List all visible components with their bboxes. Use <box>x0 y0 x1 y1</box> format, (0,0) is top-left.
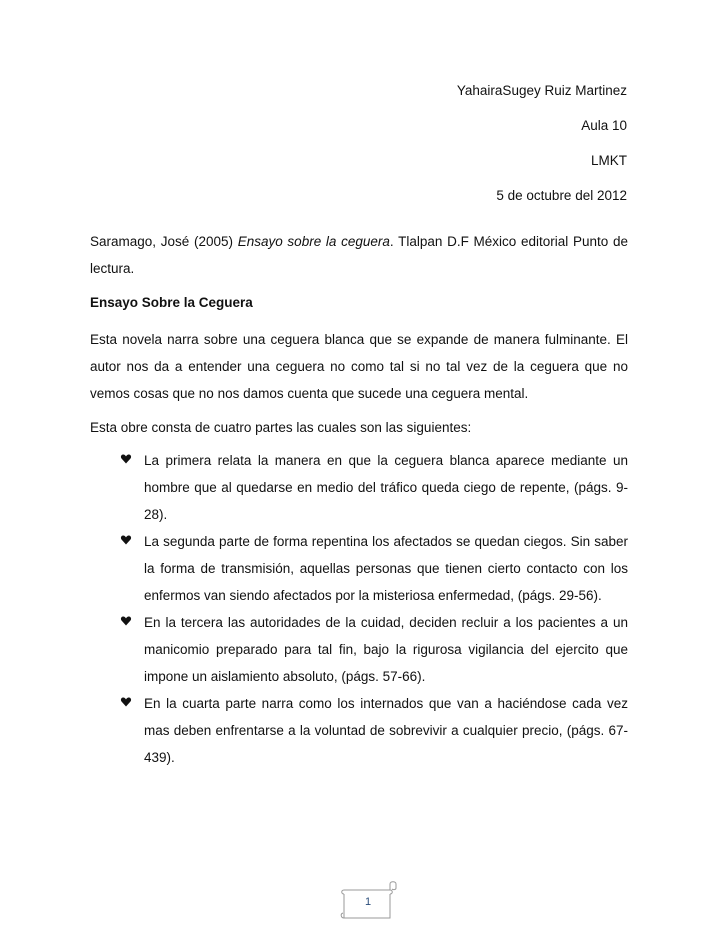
course: LMKT <box>590 153 627 168</box>
list-item-text: La segunda parte de forma repentina los afectados se quedan ciegos. Sin saber la forma de transmisión, aquellas personas que tienen cierto contacto con los enfermos van siendo afectados por la misteriosa enfermedad, (págs. 29-56). <box>144 534 628 603</box>
list-item <box>90 528 628 609</box>
author-name: YahairaSugey Ruiz Martinez <box>456 83 627 98</box>
date: 5 de octubre del 2012 <box>496 188 627 203</box>
parts-list <box>90 447 628 771</box>
heart-bullet-icon <box>120 453 132 465</box>
heart-bullet-icon <box>120 615 132 627</box>
list-item <box>90 690 628 771</box>
list-item <box>90 447 628 528</box>
header-block <box>457 82 627 222</box>
heart-bullet-icon <box>120 534 132 546</box>
page-number-badge <box>340 880 400 920</box>
citation <box>90 228 628 282</box>
parts-intro: Esta obre consta de cuatro partes las cuales son las siguientes: <box>90 420 472 435</box>
paragraph-summary: Esta novela narra sobre una ceguera blanca que se expande de manera fulminante. El autor nos da a entender una ceguera no como tal si no tal vez de la ceguera que no vemos cosas que no nos damos cuenta que sucede una ceguera mental. <box>90 332 628 401</box>
classroom: Aula 10 <box>581 118 627 133</box>
list-item-text: En la cuarta parte narra como los internados que van a haciéndose cada vez mas deben enfrentarse a la voluntad de sobrevivir a cualquier precio, (págs. 67-439). <box>144 696 628 765</box>
list-item-text: En la tercera las autoridades de la cuidad, deciden recluir a los pacientes a un manicomio preparado para tal fin, bajo la rigurosa vigilancia del ejercito que impone un aislamiento absoluto, (págs. 57-66). <box>144 615 628 684</box>
heart-bullet-icon <box>120 696 132 708</box>
list-item <box>90 609 628 690</box>
essay-title: Ensayo Sobre la Ceguera <box>90 295 253 310</box>
page-number: 1 <box>364 896 372 908</box>
document-body <box>90 228 628 771</box>
citation-book-title: Ensayo sobre la ceguera <box>237 234 390 249</box>
list-item-text: La primera relata la manera en que la ceguera blanca aparece mediante un hombre que al quedarse en medio del tráfico queda ciego de repente, (págs. 9-28). <box>144 453 628 522</box>
citation-author-year: Saramago, José (2005) <box>90 234 238 249</box>
citation-publisher: . Tlalpan D.F México editorial Punto de lectura. <box>90 234 628 276</box>
